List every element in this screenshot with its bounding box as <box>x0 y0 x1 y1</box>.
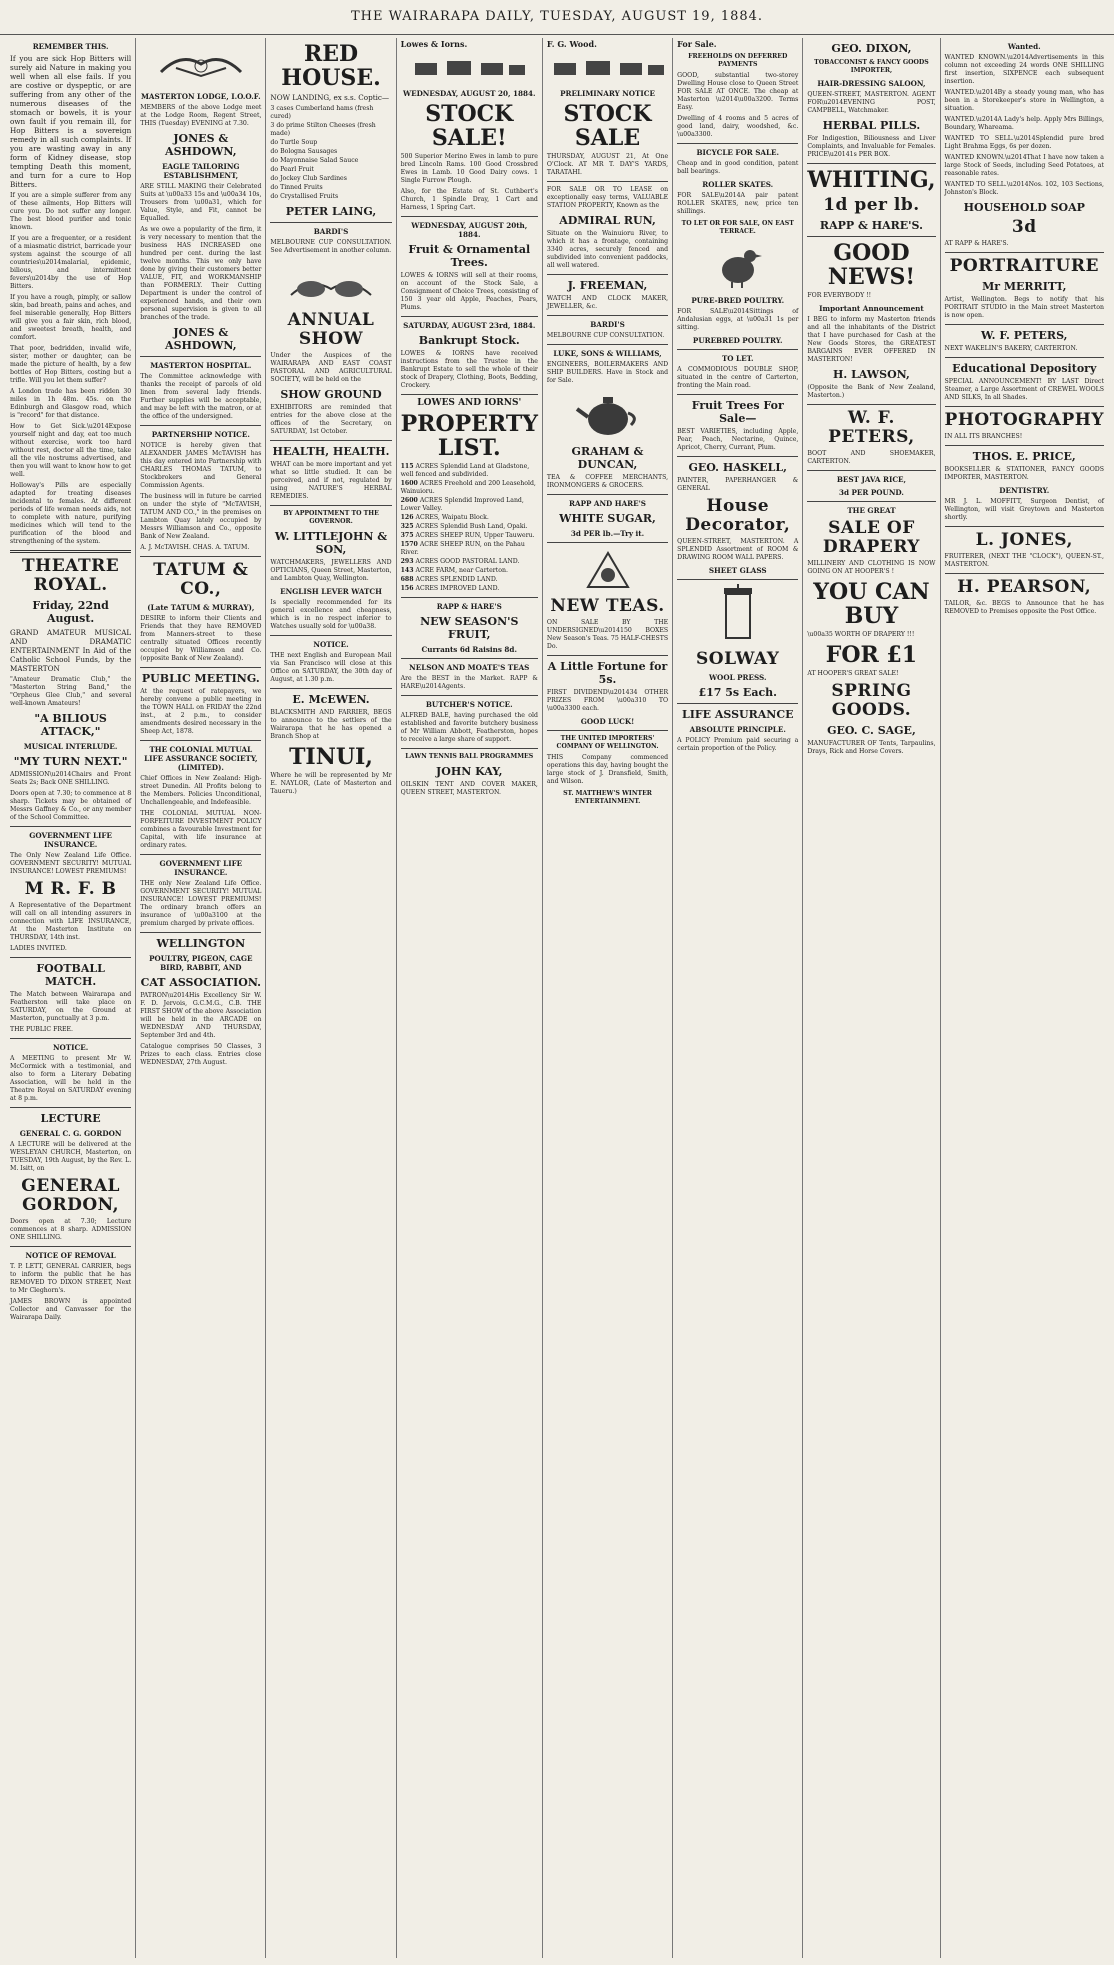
watch-heading: ENGLISH LEVER WATCH <box>280 587 382 596</box>
property-list-heading: PROPERTY LIST. <box>400 411 538 461</box>
acres: 2600 <box>400 497 418 504</box>
jones-ashdown-1: JONES & ASHDOWN, <box>165 132 237 158</box>
health-heading: HEALTH, HEALTH. <box>272 445 390 458</box>
lawson-heading: H. LAWSON, <box>833 368 910 381</box>
column-4: Lowes & Iorns. WEDNESDAY, AUGUST 20, 1884. STOCK SALE! 500 Superior Merino Ewes in lamb to pure bred Lincoln Rams. 100 Good Crossbred Ewes in Lamb. 10 Good Dairy cows. 1 Single Furrow Plough. Also, for the Estate of St. Cuthbert's Church, 1 Spindle Dray, 1 Cart and Harness, 1 Spring Cart. WEDNESDAY, AUGUST 20th, 1884. Fruit & Ornamental Trees. LOWES & IORNS will sell at their rooms, on account of the Stock Sale, a Consignment of Choice Trees, consisting of 150 3 year old Apple, Peaches, Pears, Plums. SATURDAY, AUGUST 23rd, 1884. Bankrupt Stock. LOWES & IORNS have received instructions from the Trustee in the Bankrupt Estate to sell the whole of their stock of Drapery, Clothing, Boots, Bedding, Crockery. LOWES AND IORNS' PROPERTY LIST. 115 ACRES Splendid Land at Gladstone, well fenced and subdivided. 1600 ACRES Freehold and 200 Leasehold, Wainuioru. 2600 ACRES Splendid Improved Land, Lower Valley. 126 ACRES, Waipatu Block. 325 ACRES Splendid Bush Land, Opaki. 375 ACRES SHEEP RUN, Upper Tauweru. 1570 ACRE SHEEP RUN, on the Pahau River. 293 ACRES GOOD PASTORAL LAND. 143 ACRE FARM, near Carterton. 688 ACRES SPLENDID LAND. 156 ACRES IMPROVED LAND. RAPP & HARE'S NEW SEASON'S FRUIT, Currants 6d Raisins 8d. NELSON AND MOATE'S TEAS Are the BEST in the Market. RAPP & HARE\u2014Agents. BUTCHER'S NOTICE. ALFRED BALE, having purchased the old established and favorite butchery business of Mr William Abbott, Featherston, hopes to receive a large share of support. LAWN TENNIS BALL PROGRAMMES JOHN KAY, OILSKIN TENT AND COVER MAKER, QUEEN STREET, MASTERTON. <box>397 38 543 1958</box>
price-heading: THOS. E. PRICE, <box>972 450 1076 463</box>
sugar-price: 3d PER lb.—Try it. <box>570 529 645 538</box>
masthead: THE WAIRARAPA DAILY, TUESDAY, AUGUST 19, 1884. <box>0 0 1114 35</box>
meeting-heading: PUBLIC MEETING. <box>141 672 260 685</box>
herbal-pills-heading: HERBAL PILLS. <box>822 119 921 132</box>
rapp-hare-whiting: RAPP & HARE'S. <box>819 219 923 232</box>
life-assurance-heading: LIFE ASSURANCE <box>681 708 794 721</box>
red-house-item: do Mayonnaise Salad Sauce <box>270 157 359 164</box>
wood-title: F. G. Wood. <box>546 39 597 49</box>
household-soap-price: 3d <box>1011 217 1037 237</box>
dentistry-heading: DENTISTRY. <box>999 486 1050 495</box>
dixon-heading: GEO. DIXON, <box>831 42 912 55</box>
musical-interlude: MUSICAL INTERLUDE. <box>23 742 118 751</box>
tobacconist: TOBACCONIST & FANCY GOODS IMPORTER, <box>814 59 929 74</box>
theatre-date: Friday, 22nd August. <box>32 599 109 625</box>
tinui-heading: TINUI, <box>289 744 373 770</box>
new-teas-heading: NEW TEAS. <box>550 596 665 616</box>
tatum-sub: (Late TATUM & MURRAY), <box>147 603 255 612</box>
acres: 325 <box>400 523 414 530</box>
red-house-item: 3 cases Cumberland hams (fresh cured) <box>270 105 374 120</box>
handshake-cut <box>140 42 261 88</box>
household-soap: HOUSEHOLD SOAP <box>963 201 1085 214</box>
bardi-heading-2: BARDI'S <box>590 320 625 329</box>
partnership-heading: PARTNERSHIP NOTICE. <box>151 430 250 439</box>
column-7: GEO. DIXON, TOBACCONIST & FANCY GOODS IMPORTER, HAIR-DRESSING SALOON, QUEEN-STREET, MASTERTON. AGENT FOR\u2014EVENING POST, CAMPBELL, Watchmaker. HERBAL PILLS. For Indigestion, Biliousness and Liver Complaints, and Invaluable for Females. PRICE\u20141s PER BOX. WHITING, 1d per lb. RAPP & HARE'S. GOOD NEWS! FOR EVERYBODY !! Important Announcement I BEG to inform my Masterton friends and all the inhabitants of the District that I have purchased for Cash at the New Goods Stores, the GREATEST BARGAINS EVER OFFERED IN MASTERTON! H. LAWSON, (Opposite the Bank of New Zealand, Masterton.) W. F. PETERS, BOOT AND SHOEMAKER, CARTERTON. BEST JAVA RICE, 3d PER POUND. THE GREAT SALE OF DRAPERY MILLINERY AND CLOTHING IS NOW GOING ON AT HOOPER'S ! YOU CAN BUY \u00a35 WORTH OF DRAPERY !!! FOR £1 AT HOOPER'S GREAT SALE! SPRING GOODS. GEO. C. SAGE, MANUFACTURER OF Tents, Tarpaulins, Drays, Rick and Horse Covers. <box>803 38 940 1958</box>
teapot-cut <box>547 389 668 441</box>
red-house-item: do Jockey Club Sardines <box>270 175 347 182</box>
john-kay-heading: JOHN KAY, <box>436 765 503 778</box>
united-importers: THE UNITED IMPORTERS' COMPANY OF WELLINGTON. <box>556 735 659 750</box>
acres: 156 <box>400 585 414 592</box>
littlejohn-heading: W. LITTLEJOHN & SON, <box>274 530 388 556</box>
removal-heading: NOTICE OF REMOVAL <box>25 1251 116 1260</box>
tatum-heading: TATUM & CO., <box>153 560 249 599</box>
poultry-show-heading: POULTRY, PIGEON, CAGE BIRD, RABBIT, AND <box>149 954 253 972</box>
wool-press-heading: WOOL PRESS. <box>708 673 767 682</box>
bicycle-heading: BICYCLE FOR SALE. <box>696 148 779 157</box>
gordon-heading: GENERAL GORDON, <box>21 1176 120 1215</box>
teas-heading: NELSON AND MOATE'S TEAS <box>409 663 530 672</box>
freeman-heading: J. FREEMAN, <box>567 279 648 292</box>
red-house-heading: RED HOUSE. <box>281 41 381 91</box>
graham-duncan-heading: GRAHAM & DUNCAN, <box>571 445 644 471</box>
hair-dressing-salon: HAIR-DRESSING SALOON, <box>817 79 926 88</box>
fortune-heading: A Little Fortune for 5s. <box>547 660 668 686</box>
acres: 293 <box>400 558 414 565</box>
season-fruit: NEW SEASON'S FRUIT, <box>420 615 519 641</box>
notice-heading-3: NOTICE. <box>313 640 349 649</box>
lowes-iorns-title: Lowes & Iorns. <box>400 39 468 49</box>
pure-bred-poultry: PURE-BRED POULTRY. <box>691 296 785 305</box>
preliminary-notice: PRELIMINARY NOTICE <box>560 89 655 98</box>
freeholds-heading: FREEHOLDS ON DEFERRED PAYMENTS <box>688 53 788 68</box>
red-house-item: do Turtle Soup <box>270 139 318 146</box>
red-house-landing: NOW LANDING, ex s.s. Coptic— <box>270 93 390 102</box>
lecture-topic: GENERAL C. G. GORDON <box>19 1129 122 1138</box>
absolute-principle: ABSOLUTE PRINCIPLE. <box>689 725 786 734</box>
educational-heading: Educational Depository <box>952 362 1097 375</box>
acres: 1570 <box>400 541 418 548</box>
to-let-heading-2: TO LET. <box>721 354 754 363</box>
acres: 143 <box>400 567 414 574</box>
lecture-heading: LECTURE <box>40 1112 101 1125</box>
remember-heading: REMEMBER THIS. <box>32 42 109 51</box>
notice-heading: NOTICE. <box>52 1043 89 1052</box>
stock-sale-heading-2: STOCK SALE <box>563 101 652 151</box>
red-house-item: do Crystallised Fruits <box>270 193 339 200</box>
sheet-glass: SHEET GLASS <box>708 566 767 575</box>
column-1: REMEMBER THIS. If you are sick Hop Bitters will surely aid Nature in making you well when all else fails. If you are costive or dyspeptic, or are suffering from any other of the numerous diseases of the stomach or bowels, it is your own fault if you remain ill, for Hop Bitters is a sovereign remedy in all such complaints. If you are wasting away in any form of Kidney disease, stop tempting Death this moment, and turn for a cure to Hop Bitters. If you are a simple sufferer from any of these ailments, Hop Bitters will cure you. Do not suffer any longer. The best blood purifier and tonic known. If you are a frequenter, or a resident of a miasmatic district, barricade your system against the scourge of all countries\u2014malarial, epidemic, bilious, and intermittent fevers\u2014by the use of Hop Bitters. If you have a rough, pimply, or sallow skin, bad breath, pains and aches, and feel miserable generally, Hop Bitters will give you a fair skin, rich blood, and sweetest breath, health, and comfort. That poor, bedridden, invalid wife, sister, mother or daughter, can be made the picture of health, by a few bottles of Hop Bitters, costing but a trifle. Will you let them suffer? A London trade has been ridden 30 miles in 1h 48m. 45s. on the Edinburgh and Glasgow road, which is "record" for that distance. How to Get Sick.\u2014Expose yourself night and day, eat too much without exercise, work too hard without rest, doctor all the time, take all the vile nostrums advertised, and then you will want to know how to get well. Holloway's Pills are especially adapted for treating diseases incidental to females. At different periods of life woman needs aids, not to complete with nature, purifying medicines which will tend to the purification of the blood and strengthening of the system. THEATRE ROYAL. Friday, 22nd August. GRAND AMATEUR MUSICAL AND DRAMATIC ENTERTAINMENT In Aid of the Catholic School Funds, by the MASTERTON "Amateur Dramatic Club," the "Masterton String Band," the "Orpheus Glee Club," and several well-known Amateurs! "A BILIOUS ATTACK," MUSICAL INTERLUDE. "MY TURN NEXT." ADMISSION\u2014Chairs and Front Seats 2s; Back ONE SHILLING. Doors open at 7.30; to commence at 8 sharp. Tickets may be obtained of Messrs Gaffney & Co., or any member of the School Committee. GOVERNMENT LIFE INSURANCE. The Only New Zealand Life Office. GOVERNMENT SECURITY! MUTUAL INSURANCE! LOWEST PREMIUMS! M R. F. B A Representative of the Department will call on all intending assurers in connection with LIFE INSURANCE, At the Masterton Institute on THURSDAY, 14th inst. LADIES INVITED. FOOTBALL MATCH. The Match between Wairarapa and Featherston will take place on SATURDAY, on the Ground at Masterton, punctually at 3 p.m. THE PUBLIC FREE. NOTICE. A MEETING to present Mr W. McCormick with a testimonial, and also to form a Literary Debating Association, will be held in the Theatre Royal on SATURDAY evening at 8 p.m. LECTURE GENERAL C. G. GORDON A LECTURE will be delivered at the WESLEYAN CHURCH, Masterton, on TUESDAY, 19th August, by the Rev. L. M. Isitt, on GENERAL GORDON, Doors open at 7.30; Lecture commences at 8 sharp. ADMISSION ONE SHILLING. NOTICE OF REMOVAL T. P. LETT, GENERAL CARRIER, begs to inform the public that he has REMOVED TO DIXON STREET, Next to Mr Cleghorn's. JAMES BROWN is appointed Collector and Canvasser for the Wairarapa Daily. <box>6 38 136 1958</box>
rapp-hare-heading: RAPP & HARE'S <box>436 602 502 611</box>
sage-heading: GEO. C. SAGE, <box>827 724 916 737</box>
agent-name: M R. F. B <box>24 879 117 899</box>
play-bilious-attack: "A BILIOUS ATTACK," <box>34 712 107 738</box>
purebred-poultry-2: PUREBRED POULTRY. <box>692 336 783 345</box>
saturday-date: SATURDAY, AUGUST 23rd, 1884. <box>403 321 536 330</box>
jones-heading: L. JONES, <box>975 530 1073 550</box>
tea-cut <box>547 547 668 593</box>
wool-press-price: £17 5s Each. <box>698 686 777 699</box>
column-8: Wanted. WANTED KNOWN.\u2014Advertisements in this column not exceeding 24 words ONE SHILLING first insertion, SIXPENCE each subsequent insertion. WANTED.\u2014By a steady young man, who has been in a Storekeeper's store in Wellington, a situation. WANTED.\u2014A Lady's help. Apply Mrs Billings, Boundary, Whareama. WANTED TO SELL.\u2014Splendid pure bred Light Brahma Eggs, 6s per dozen. WANTED KNOWN.\u2014That I have now taken a large Stock of Seeds, including Seed Potatoes, at reasonable rates. WANTED TO SELL.\u2014Nos. 102, 103 Sections, Johnston's Block. HOUSEHOLD SOAP 3d AT RAPP & HARE'S. PORTRAITURE Mr MERRITT, Artist, Wellington. Begs to notify that his PORTRAIT STUDIO in the Main street Masterton is now open. W. F. PETERS, NEXT WAKELIN'S BAKERY, CARTERTON. Educational Depository SPECIAL ANNOUNCEMENT! BY LAST Direct Steamer, a Large Assortment of CREWEL WOOLS AND SILKS, In all Shades. PHOTOGRAPHY IN ALL ITS BRANCHES! THOS. E. PRICE, BOOKSELLER & STATIONER, FANCY GOODS IMPORTER, MASTERTON. DENTISTRY. MR J. L. MOFFITT, Surgeon Dentist, of Wellington, will visit Greytown and Masterton shortly. L. JONES, FRUITERER, (NEXT THE "CLOCK"), QUEEN-ST., MASTERTON. H. PEARSON, TAILOR, &c. BEGS to Announce that he has REMOVED to Premises opposite the Post Office. <box>944 42 1104 615</box>
play-my-turn-next: "MY TURN NEXT." <box>13 755 128 768</box>
sale-of-drapery: SALE OF DRAPERY <box>822 518 920 557</box>
good-luck: GOOD LUCK! <box>580 717 635 726</box>
st-matthews: ST. MATTHEW'S WINTER ENTERTAINMENT. <box>563 790 652 805</box>
lawn-tennis-heading: LAWN TENNIS BALL PROGRAMMES <box>405 753 534 760</box>
to-let-heading: TO LET OR FOR SALE, ON EAST TERRACE. <box>681 220 794 235</box>
peter-laing: PETER LAING, <box>285 205 377 218</box>
stock-sale-heading: STOCK SALE! <box>425 101 514 151</box>
whiting-heading: WHITING, <box>807 167 936 193</box>
wellington-heading: WELLINGTON <box>156 937 246 950</box>
show-ground-heading: SHOW GROUND <box>280 388 382 401</box>
spring-goods: SPRING GOODS. <box>831 681 912 720</box>
red-house-item: do Bologna Sausages <box>270 148 338 155</box>
currants-price: Currants 6d Raisins 8d. <box>421 645 517 654</box>
for-sale-title: For Sale. <box>677 39 717 49</box>
portraiture-heading: PORTRAITURE <box>949 256 1099 276</box>
tailoring-heading: EAGLE TAILORING ESTABLISHMENT, <box>162 162 240 180</box>
auction-date: WEDNESDAY, AUGUST 20, 1884. <box>403 89 536 98</box>
pearson-heading: H. PEARSON, <box>957 577 1092 597</box>
admiral-run-heading: ADMIRAL RUN, <box>559 214 656 227</box>
acres: 688 <box>400 576 414 583</box>
red-house-item: 3 do prime Stilton Cheeses (fresh made) <box>270 122 376 137</box>
columns <box>6 38 1108 1958</box>
cat-association-heading: CAT ASSOCIATION. <box>140 976 262 989</box>
colonial-mutual-heading: THE COLONIAL MUTUAL LIFE ASSURANCE SOCIETY, (LIMITED). <box>144 745 258 772</box>
govt-life-heading: GOVERNMENT LIFE INSURANCE. <box>29 831 112 849</box>
you-can-buy: YOU CAN BUY <box>813 579 930 629</box>
theatre-heading: THEATRE ROYAL. <box>22 556 120 595</box>
white-sugar: WHITE SUGAR, <box>559 512 656 525</box>
bankrupt-stock-heading: Bankrupt Stock. <box>418 334 520 347</box>
acres: 126 <box>400 514 414 521</box>
the-great: THE GREAT <box>847 506 896 515</box>
jones-ashdown-2: JONES & ASHDOWN, <box>165 326 237 352</box>
acres: 375 <box>400 532 414 539</box>
red-house-item: do Pearl Fruit <box>270 166 314 173</box>
hospital-heading: MASTERTON HOSPITAL. <box>150 361 252 370</box>
fruit-trees-heading: Fruit & Ornamental Trees. <box>408 243 531 269</box>
bardi-heading: BARDI'S <box>313 227 349 236</box>
wool-press-cut <box>677 584 798 646</box>
column-6: For Sale. FREEHOLDS ON DEFERRED PAYMENTS GOOD, substantial two-storey Dwelling House close to Queen Street FOR SALE AT ONCE. The cheap at Masterton \u2014\u00a3200. Terms Easy. Dwelling of 4 rooms and 5 acres of good land, dairy, woodshed, &c. \u00a3300. BICYCLE FOR SALE. Cheap and in good condition, patent ball bearings. ROLLER SKATES. FOR SALE\u2014A pair patent ROLLER SKATES, new, price ten shillings. TO LET OR FOR SALE, ON EAST TERRACE. PURE-BRED POULTRY. FOR SALE\u2014Sittings of Andalusian eggs, at \u00a31 1s per sitting. PUREBRED POULTRY. TO LET. A COMMODIOUS DOUBLE SHOP, situated in the centre of Carterton, fronting the Main road. Fruit Trees For Sale— BEST VARIETIES, including Apple, Pear, Peach, Nectarine, Quince, Apricot, Cherry, Currant, Plum. GEO. HASKELL, PAINTER, PAPERHANGER & GENERAL House Decorator, QUEEN-STREET, MASTERTON. A SPLENDID Assortment of ROOM & DRAWING ROOM WALL PAPERS. SHEET GLASS SOLWAY WOOL PRESS. £17 5s Each. LIFE ASSURANCE ABSOLUTE PRINCIPLE. A POLICY Premium paid securing a certain proportion of the Policy. <box>673 38 803 1958</box>
for-one-pound: FOR £1 <box>825 642 918 668</box>
roller-skates-heading: ROLLER SKATES. <box>702 180 774 189</box>
acres: 1600 <box>400 480 418 487</box>
second-auction-date: WEDNESDAY, AUGUST 20th, 1884. <box>411 221 528 239</box>
java-rice-price: 3d PER POUND. <box>839 488 904 497</box>
lodge-heading: MASTERTON LODGE, I.O.O.F. <box>140 92 261 101</box>
haskell-heading: GEO. HASKELL, <box>688 461 787 474</box>
acres: 115 <box>400 463 414 470</box>
important-announcement: Important Announcement <box>819 304 924 313</box>
wanted-heading: Wanted. <box>1007 42 1041 51</box>
column-3: RED HOUSE. NOW LANDING, ex s.s. Coptic— 3 cases Cumberland hams (fresh cured) 3 do prime Stilton Cheeses (fresh made) do Turtle Soup do Bologna Sausages do Mayonnaise Salad Sauce do Pearl Fruit do Jockey Club Sardines do Tinned Fruits do Crystallised Fruits PETER LAING, BARDI'S MELBOURNE CUP CONSULTATION. See Advertisement in another column. ANNUAL SHOW Under the Auspices of the WAIRARAPA AND EAST COAST PASTORAL AND AGRICULTURAL SOCIETY, will be held on the SHOW GROUND EXHIBITORS are reminded that entries for the above close at the offices of the Secretary, on SATURDAY, 1st October. HEALTH, HEALTH. WHAT can be more important and yet what so little studied. It can be perceived, and if not, regulated by using NATURE'S HERBAL REMEDIES. BY APPOINTMENT TO THE GOVERNOR. W. LITTLEJOHN & SON, WATCHMAKERS, JEWELLERS AND OPTICIANS, Queen Street, Masterton, and Lambton Quay, Wellington. ENGLISH LEVER WATCH Is specially recommended for its general excellence and cheapness, which is in no respect inferior to Watches usually sold for \u00a38. NOTICE. THE next English and European Mail via San Francisco will close at this Office on SATURDAY, the 30th day of August, at 1.30 p.m. E. McEWEN. BLACKSMITH AND FARRIER, BEGS to announce to the settlers of the Wairarapa that he has opened a Branch Shop at TINUI, Where he will be represented by Mr E. NAYLOR, (Late of Masterton and Taueru.) <box>266 38 396 1958</box>
butcher-notice-heading: BUTCHER'S NOTICE. <box>425 700 513 709</box>
govt-life-heading-2: GOVERNMENT LIFE INSURANCE. <box>159 859 243 877</box>
photography-heading: PHOTOGRAPHY <box>944 410 1104 430</box>
appointment-heading: BY APPOINTMENT TO THE GOVERNOR. <box>283 510 379 525</box>
hop-bitters-text: If you are sick Hop Bitters will surely aid Nature in making you well when all else fails. If you are costive or dyspeptic, or are suffering from any other of the numerous diseases of the stomach or bowels, it is your own fault if you remain ill, for Hop Bitters is a sovereign remedy in all such complaints. If you are wasting away in any form of Kidney disease, stop tempting Death this moment, and turn for a cure to Hop Bitters. <box>10 54 132 189</box>
poultry-cut <box>677 240 798 292</box>
good-news-heading: GOOD NEWS! <box>827 240 915 290</box>
annual-show-heading: ANNUAL SHOW <box>287 310 375 349</box>
java-rice: BEST JAVA RICE, <box>836 475 907 484</box>
rapp-hare-sugar-heading: RAPP AND HARE'S <box>569 499 646 508</box>
whiting-price: 1d per lb. <box>823 195 920 215</box>
show-cut <box>270 259 391 307</box>
luke-heading: LUKE, SONS & WILLIAMS, <box>553 349 662 358</box>
peters-heading: W. F. PETERS, <box>828 408 915 447</box>
merritt-heading: Mr MERRITT, <box>982 280 1067 293</box>
house-decorator: House Decorator, <box>685 496 791 535</box>
theatre-body: GRAND AMATEUR MUSICAL AND DRAMATIC ENTERTAINMENT In Aid of the Catholic School Funds, by the MASTERTON <box>10 628 132 673</box>
column-5: F. G. Wood. PRELIMINARY NOTICE STOCK SALE THURSDAY, AUGUST 21, At One O'Clock. AT MR T. DAY'S YARDS, TARATAHI. FOR SALE OR TO LEASE on exceptionally easy terms, VALUABLE STATION PROPERTY, Known as the ADMIRAL RUN, Situate on the Wainuioru River, to which it has a frontage, containing 3340 acres, securely fenced and subdivided into convenient paddocks, all well watered. J. FREEMAN, WATCH AND CLOCK MAKER, JEWELLER, &c. BARDI'S MELBOURNE CUP CONSULTATION. LUKE, SONS & WILLIAMS, ENGINEERS, BOILERMAKERS AND SHIP BUILDERS. Have in Stock and for Sale. GRAHAM & DUNCAN, TEA & COFFEE MERCHANTS, IRONMONGERS & GROCERS. RAPP AND HARE'S WHITE SUGAR, 3d PER lb.—Try it. NEW TEAS. ON SALE BY THE UNDERSIGNED\u2014150 BOXES New Season's Teas. 75 HALF-CHESTS Do. A Little Fortune for 5s. FIRST DIVIDEND\u201434 OTHER PRIZES FROM \u00a310 TO \u00a3300 each. GOOD LUCK! THE UNITED IMPORTERS' COMPANY OF WELLINGTON. THIS Company commenced operations this day, having bought the large stock of J. Dransfield, Smith, and Wilson. ST. MATTHEW'S WINTER ENTERTAINMENT. <box>543 38 673 1958</box>
mcewen-heading: E. McEWEN. <box>292 693 370 706</box>
football-heading: FOOTBALL MATCH. <box>36 962 105 988</box>
fruit-trees-sale: Fruit Trees For Sale— <box>691 399 784 425</box>
red-house-item: do Tinned Fruits <box>270 184 323 191</box>
livestock-cut-2 <box>547 53 668 85</box>
column-2: MASTERTON LODGE, I.O.O.F. MEMBERS of the above Lodge meet at the Lodge Room, Regent Street, THIS (Tuesday) EVENING at 7.30. JONES & ASHDOWN, EAGLE TAILORING ESTABLISHMENT, ARE STILL MAKING their Celebrated Suits at \u00a33 15s and \u00a34 10s, Trousers from \u00a31, which for Value, Style, and Fit, cannot be Equalled. As we owe a popularity of the firm, it is very necessary to mention that the business HAS INCREASED one hundred per cent. during the last twelve months. This we only have done by giving their customers better VALUE, FIT, and WORKMANSHIP than FORMERLY. Their Cutting Department is under the control of experienced hands, and their own personal supervision is given to all branches of the trade. JONES & ASHDOWN, MASTERTON HOSPITAL. The Committee acknowledge with thanks the receipt of parcels of old linen from several lady friends. Further supplies will be acceptable, and may be left with the matron, or at the office of the undersigned. PARTNERSHIP NOTICE. NOTICE is hereby given that ALEXANDER JAMES McTAVISH has this day entered into Partnership with CHARLES THOMAS TATUM, to Stockbrokers and General Commission Agents. The business will in future be carried on under the style of "McTAVISH, TATUM AND CO.," in the premises on Lambton Quay lately occupied by Messrs Williamson and Co., opposite Bank of New Zealand. A. J. McTAVISH. CHAS. A. TATUM. TATUM & CO., (Late TATUM & MURRAY), DESIRE to inform their Clients and Friends that they have REMOVED from Manners-street to these centrally situated Offices recently occupied by Williamson and Co. (opposite Bank of New Zealand). PUBLIC MEETING. At the request of ratepayers, we hereby convene a public meeting in the TOWN HALL on FRIDAY the 22nd inst., at 2 p.m., to consider amendments desired necessary in the Sheep Act, 1878. THE COLONIAL MUTUAL LIFE ASSURANCE SOCIETY, (LIMITED). Chief Offices in New Zealand: High-street Dunedin. All Profits belong to the Members. Policies Unconditional, Unchallengeable, and Indefeasible. THE COLONIAL MUTUAL NON-FORFEITURE INVESTMENT POLICY combines a favourable Investment for Capital, with life insurance at ordinary rates. GOVERNMENT LIFE INSURANCE. THE only New Zealand Life Office. GOVERNMENT SECURITY! MUTUAL INSURANCE! LOWEST PREMIUMS! The ordinary branch offers an insurance of \u00a3100 at the premium charged by private offices. WELLINGTON POULTRY, PIGEON, CAGE BIRD, RABBIT, AND CAT ASSOCIATION. PATRON\u2014His Excellency Sir W. F. D. Jervois, G.C.M.G., C.B. THE FIRST SHOW of the above Association will be held in the ARCADE on WEDNESDAY AND THURSDAY, September 3rd and 4th. Catalogue comprises 50 Classes, 3 Prizes to each class. Entries close WEDNESDAY, 27th August. <box>136 38 266 1958</box>
livestock-cut <box>401 53 538 85</box>
solway-heading: SOLWAY <box>696 649 780 669</box>
peters-heading-2: W. F. PETERS, <box>981 329 1068 342</box>
